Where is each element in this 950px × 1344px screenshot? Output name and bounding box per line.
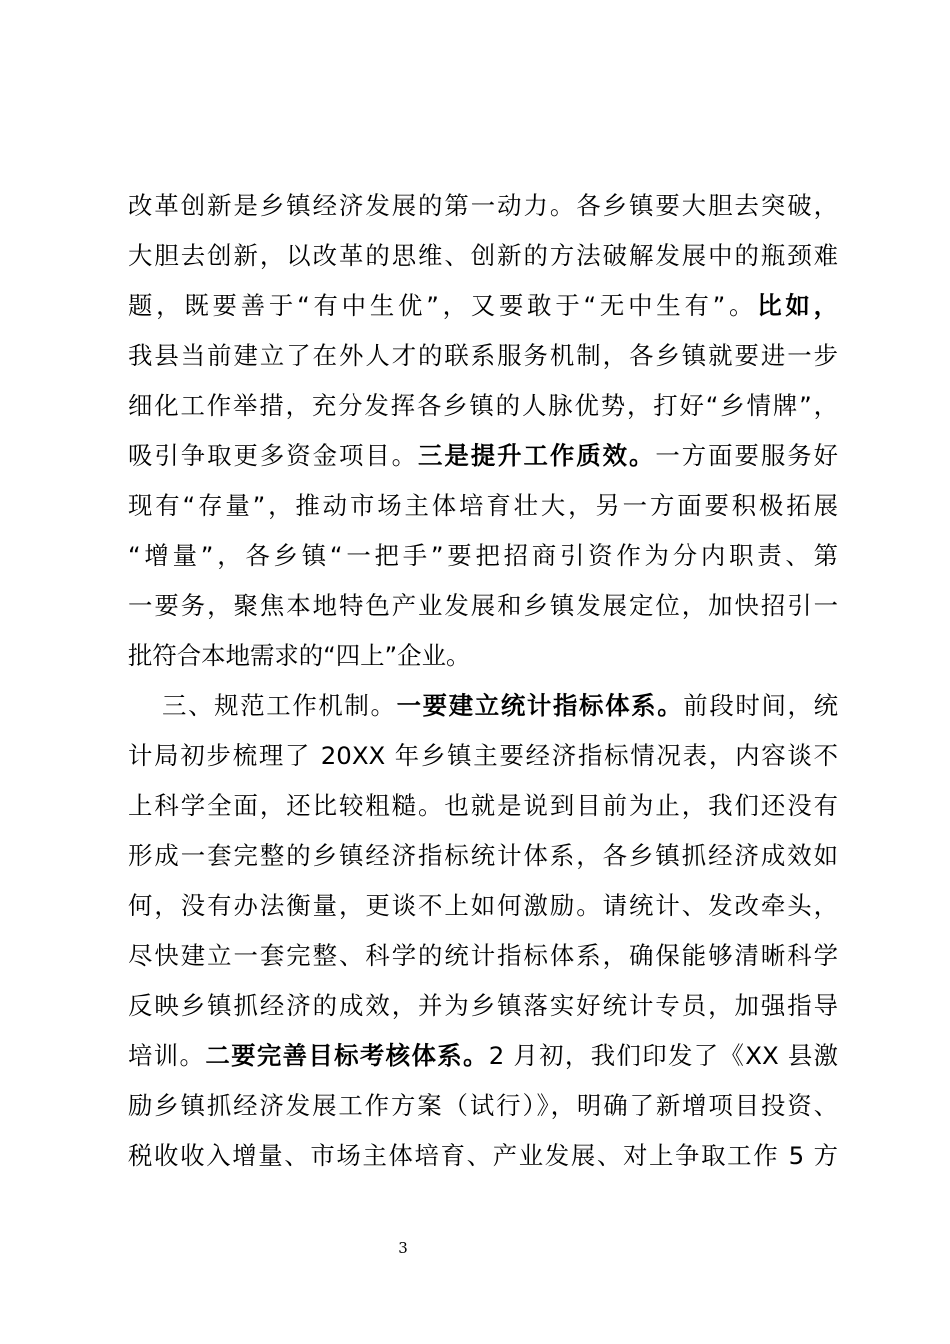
- text-line: [128, 631, 838, 681]
- text-line: [128, 1131, 838, 1181]
- text-line: [128, 731, 838, 781]
- body-text: 前段时间，统: [683, 691, 838, 720]
- text-line: [128, 931, 838, 981]
- body-text: 形成一套完整的乡镇经济指标统计体系，各乡镇抓经济成效如: [128, 841, 838, 870]
- text-line: [128, 781, 838, 831]
- body-text: 改革创新是乡镇经济发展的第一动力。各乡镇要大胆去突破，: [128, 191, 838, 220]
- text-line: [128, 1081, 838, 1131]
- text-line: [128, 181, 838, 231]
- paragraph-work-mechanism: [128, 681, 838, 1181]
- text-line: [128, 481, 838, 531]
- body-text: 题，既要善于“有中生优”，又要敢于“无中生有”。: [128, 291, 758, 320]
- body-text: 何，没有办法衡量，更谈不上如何激励。请统计、发改牵头，: [128, 891, 838, 920]
- body-text: 励乡镇抓经济发展工作方案（试行）》，明确了新增项目投资、: [128, 1091, 838, 1120]
- body-text: 细化工作举措，充分发挥各乡镇的人脉优势，打好“乡情牌”，: [128, 391, 838, 420]
- text-line: [128, 431, 838, 481]
- body-text: 大胆去创新，以改革的思维、创新的方法破解发展中的瓶颈难: [128, 241, 838, 270]
- text-line: [128, 881, 838, 931]
- body-text: 尽快建立一套完整、科学的统计指标体系，确保能够清晰科学: [128, 941, 838, 970]
- text-line: [128, 831, 838, 881]
- text-line: [128, 681, 838, 731]
- page-number: 3: [398, 1239, 408, 1257]
- bold-heading-text: 二要完善目标考核体系。: [205, 1041, 489, 1070]
- text-line: [128, 231, 838, 281]
- body-text: 现有“存量”，推动市场主体培育壮大，另一方面要积极拓展: [128, 491, 838, 520]
- text-line: [128, 581, 838, 631]
- bold-heading-text: 一要建立统计指标体系。: [396, 691, 684, 720]
- body-text: 2 月初，我们印发了《XX 县激: [488, 1041, 838, 1070]
- text-line: [128, 531, 838, 581]
- body-text: 计局初步梳理了 20XX 年乡镇主要经济指标情况表，内容谈不: [128, 741, 838, 770]
- body-text: 吸引争取更多资金项目。: [128, 441, 419, 470]
- document-body: [128, 181, 838, 1181]
- body-text: 一要务，聚焦本地特色产业发展和乡镇发展定位，加快招引一: [128, 591, 838, 620]
- text-line: [128, 331, 838, 381]
- body-text: 我县当前建立了在外人才的联系服务机制，各乡镇就要进一步: [128, 341, 838, 370]
- paragraph-reform-innovation: [128, 181, 838, 681]
- body-text: 一方面要服务好: [655, 441, 838, 470]
- body-text: 培训。: [128, 1041, 206, 1070]
- text-line: [128, 981, 838, 1031]
- text-line: [128, 281, 838, 331]
- bold-heading-text: 比如，: [757, 291, 838, 320]
- text-line: [128, 381, 838, 431]
- body-text: 批符合本地需求的“四上”企业。: [128, 641, 471, 670]
- text-line: [128, 1031, 838, 1081]
- body-text: “增量”，各乡镇“一把手”要把招商引资作为分内职责、第: [128, 541, 838, 570]
- body-text: 税收收入增量、市场主体培育、产业发展、对上争取工作 5 方: [128, 1141, 838, 1170]
- body-text: 上科学全面，还比较粗糙。也就是说到目前为止，我们还没有: [128, 791, 838, 820]
- body-text: 反映乡镇抓经济的成效，并为乡镇落实好统计专员，加强指导: [128, 991, 838, 1020]
- body-text: 三、规范工作机制。: [162, 691, 397, 720]
- bold-heading-text: 三是提升工作质效。: [418, 441, 656, 470]
